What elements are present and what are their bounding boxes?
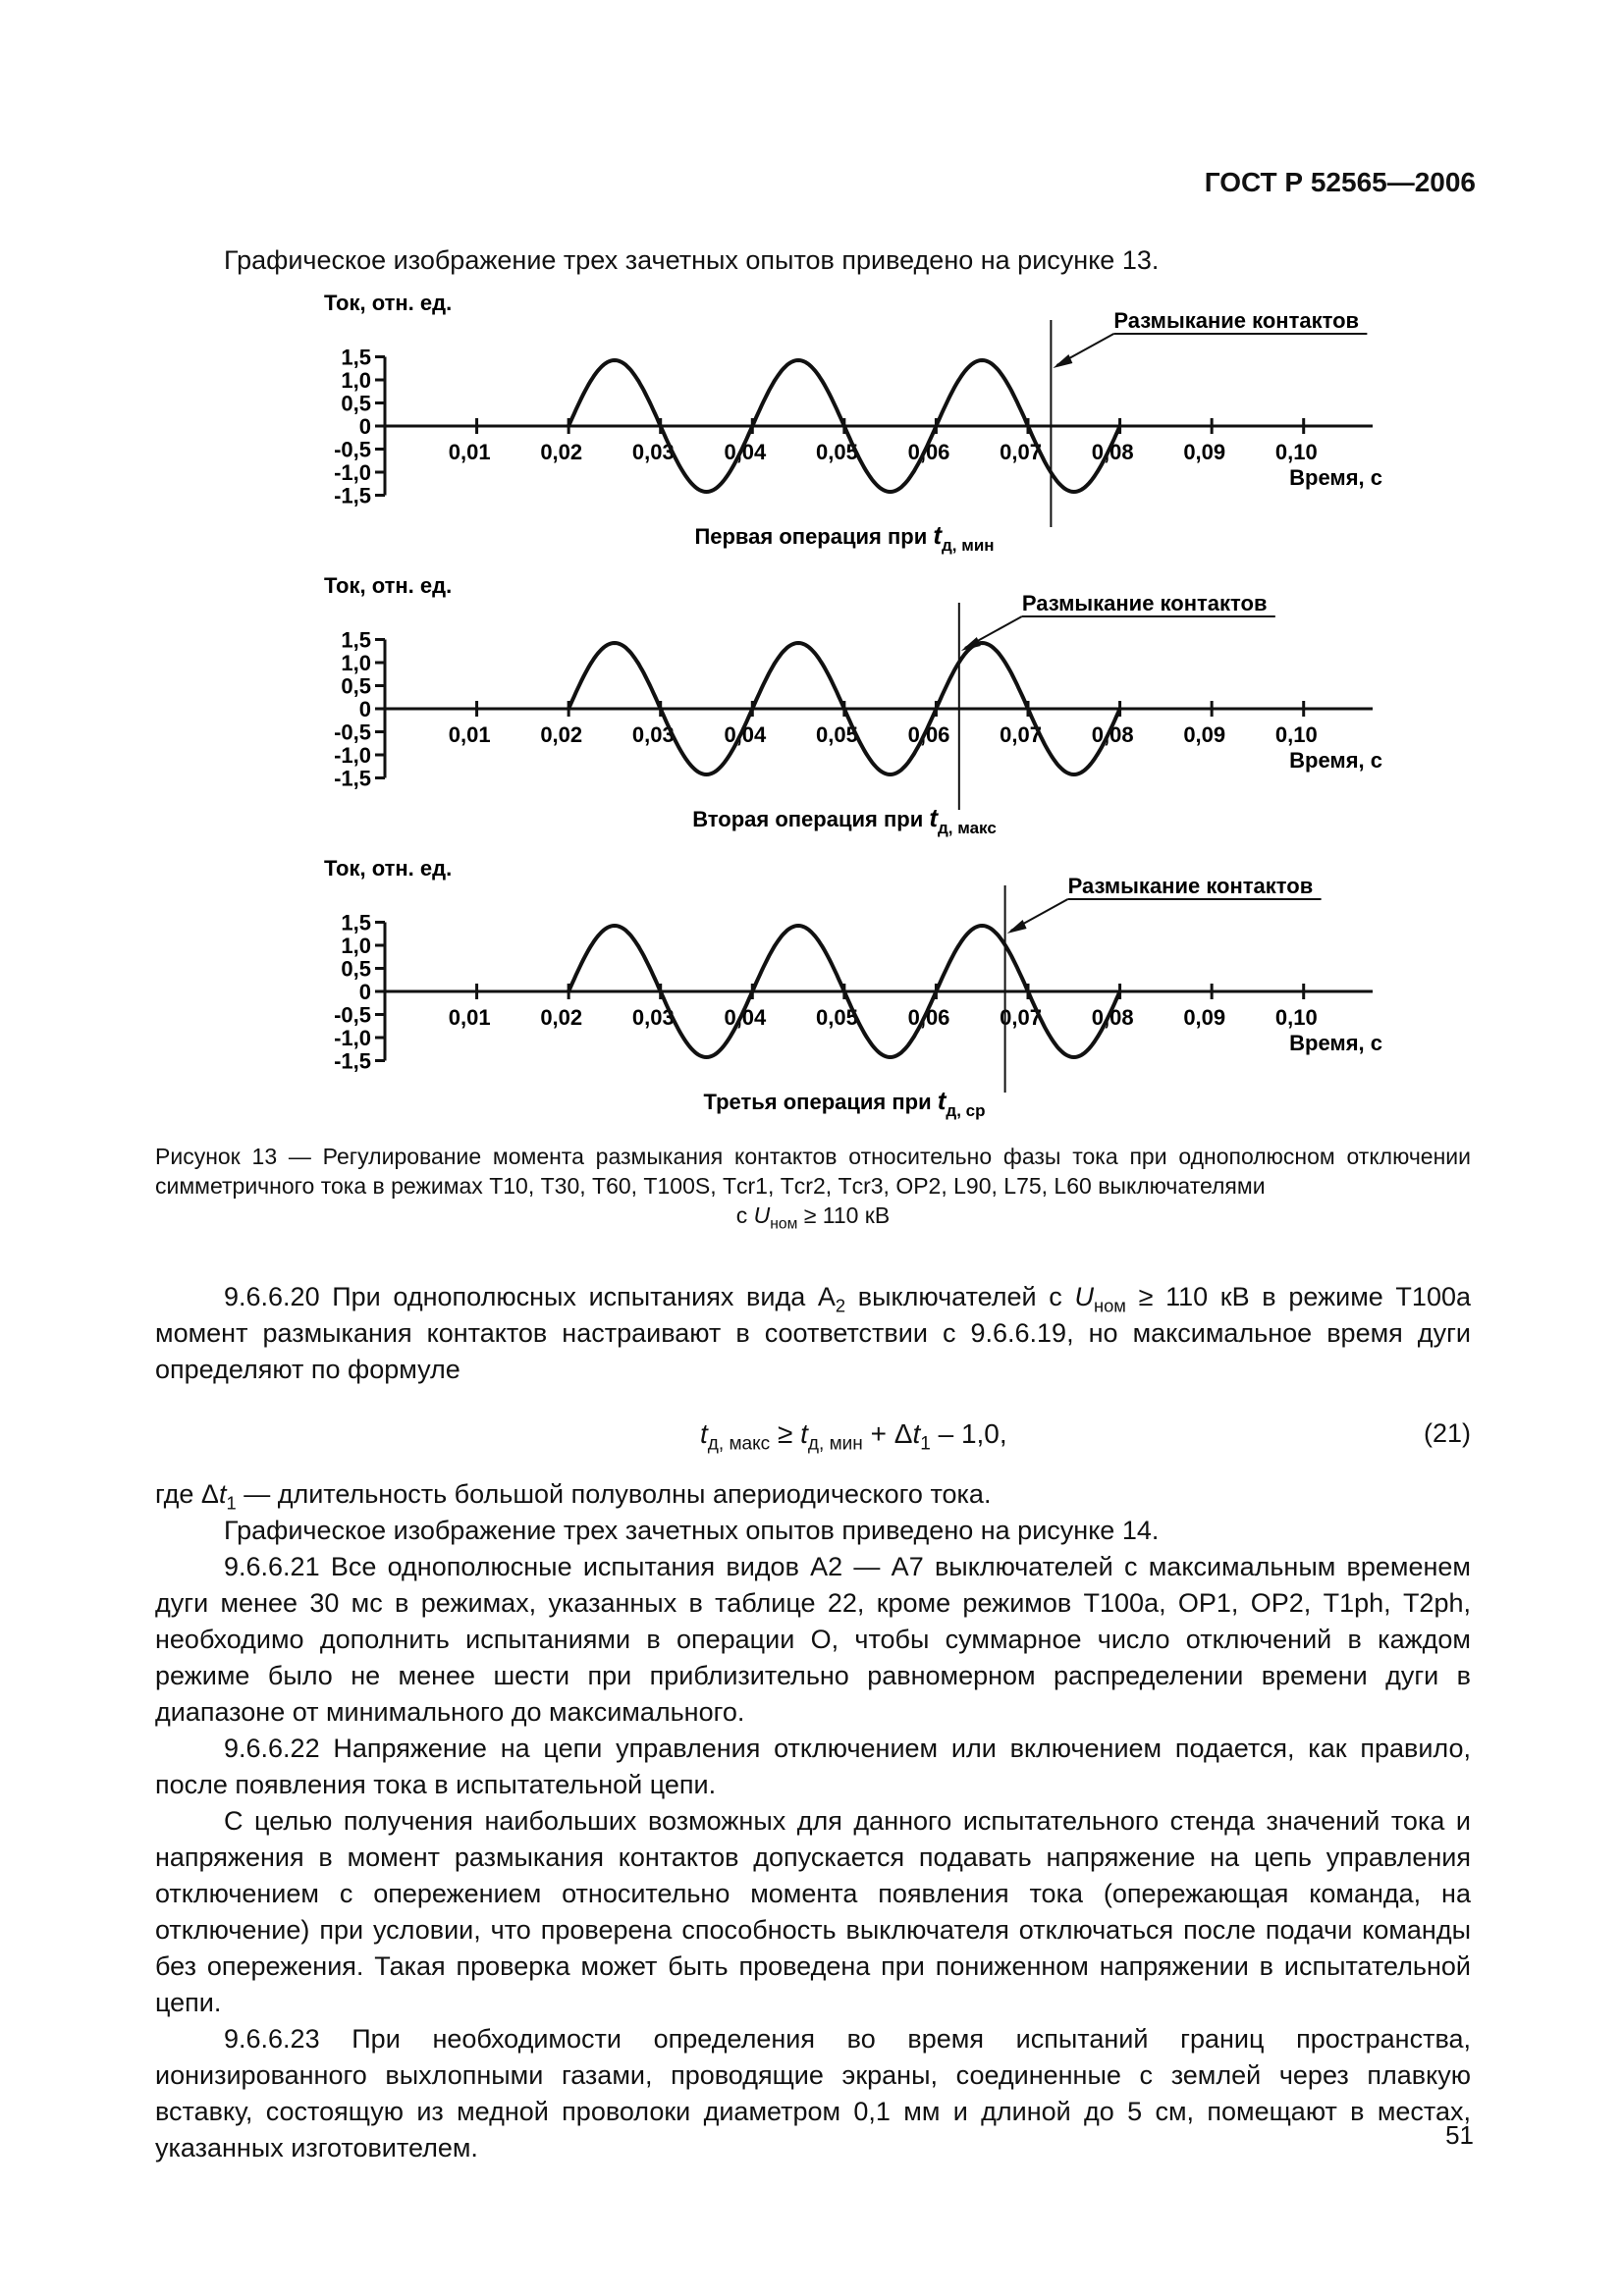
operation-title — [704, 1086, 986, 1120]
f-s2: д, мин — [807, 1433, 863, 1455]
x-tick-label: 0,06 — [907, 1005, 950, 1030]
x-tick-label: 0,02 — [540, 440, 583, 464]
operation-title-text: Вторая операция при — [692, 807, 930, 831]
f-op2: + Δ — [862, 1418, 913, 1449]
y-tick-label: -1,0 — [334, 460, 371, 485]
y-tick-label: -0,5 — [334, 720, 371, 745]
x-axis-label: Время, с — [1289, 1031, 1382, 1055]
x-tick-label: 0,03 — [631, 1005, 675, 1030]
operation-title-text: Третья операция при — [703, 1090, 938, 1114]
operation-title-symbol: t — [929, 803, 939, 832]
paragraph-ref-fig14: Графическое изображение трех зачетных опытов приведено на рисунке 14. — [224, 1516, 1160, 1545]
operation-title-subscript: д, ср — [946, 1101, 986, 1120]
caption-u-subscript: ном — [770, 1215, 798, 1233]
caption-line2 — [155, 1201, 1471, 1233]
x-tick-label: 0,05 — [816, 440, 858, 464]
y-tick-label: 1,5 — [341, 345, 371, 370]
x-tick-label: 0,09 — [1183, 722, 1226, 747]
caption-line2-pre: с — [735, 1202, 754, 1228]
y-tick-label: 1,5 — [341, 910, 371, 935]
x-tick-label: 0,04 — [724, 1005, 767, 1030]
paragraph-advance-command: С целью получения наибольших возможных для данного испытательного стенда значений тока и напряжения в момент размыкания контактов допускается подавать напряжение на цепь управления отключением с опережением относительно момента появления тока (опережающая команда, на отключение) при условии, что проверена способность выключателя отключаться после подачи команды без опережения. Такая проверка может быть проведена при пониженном напряжении в испытательной цепи. — [155, 1806, 1471, 2017]
y-tick-label: 0,5 — [341, 673, 371, 699]
contact-opening-arrowhead — [1007, 920, 1027, 934]
p1-a-sub: 2 — [835, 1295, 846, 1316]
y-tick-label: 0,5 — [341, 956, 371, 982]
figure-caption — [155, 1142, 1471, 1233]
where-line — [155, 1476, 1471, 1513]
chart-panel-3 — [324, 856, 1382, 1120]
y-tick-label: -1,5 — [334, 1048, 371, 1074]
y-tick-label: -1,5 — [334, 483, 371, 508]
y-tick-label: -1,5 — [334, 766, 371, 791]
x-tick-label: 0,10 — [1274, 1005, 1318, 1030]
document-header: ГОСТ Р 52565—2006 — [1204, 167, 1476, 197]
x-tick-label: 0,04 — [724, 722, 767, 747]
paragraph-9-6-6-22: 9.6.6.22 Напряжение на цепи управления отключением или включением подается, как правило, после появления тока в испытательной цепи. — [155, 1734, 1471, 1799]
f-t1: t — [700, 1418, 708, 1449]
f-s3: 1 — [920, 1433, 931, 1455]
p1-a: 9.6.6.20 При однополюсных испытаниях вида А — [224, 1282, 836, 1311]
chart-panel-2 — [324, 573, 1382, 837]
caption-line2-post: ≥ 110 кВ — [797, 1202, 891, 1228]
x-tick-label: 0,03 — [631, 722, 675, 747]
where-sub: 1 — [226, 1492, 237, 1514]
where-b: — длительность большой полуволны апериодического тока. — [236, 1479, 992, 1509]
y-tick-label: 0 — [358, 697, 371, 721]
x-tick-label: 0,07 — [1000, 440, 1042, 464]
x-tick-label: 0,09 — [1183, 440, 1226, 464]
f-op1: ≥ — [770, 1418, 801, 1449]
x-tick-label: 0,05 — [816, 1005, 858, 1030]
x-tick-label: 0,06 — [907, 722, 950, 747]
caption-text: Рисунок 13 — Регулирование момента размыкания контактов относительно фазы тока при однополюсном отключении симметричного тока в режимах Т10, Т30, Т60, Т100S, Тcr1, Тcr2, Тcr3, ОР2, L90, L75, L60 выключателями — [155, 1144, 1471, 1199]
p1-c: ≥ 110 кВ в режиме Т100а момент размыкания контактов настраивают в соответствии с 9.6.6.19, но максимальное время дуги определяют по формуле — [155, 1282, 1471, 1384]
contact-opening-arrowhead — [1053, 354, 1072, 368]
y-tick-label: 0 — [358, 414, 371, 439]
page-number: 51 — [1445, 2120, 1474, 2150]
y-axis-label: Ток, отн. ед. — [324, 856, 453, 881]
y-tick-label: -1,0 — [334, 1026, 371, 1050]
where-sym: t — [218, 1479, 227, 1509]
y-tick-label: -1,0 — [334, 743, 371, 768]
figure-13 — [295, 287, 1394, 1131]
formula-21 — [155, 1408, 1471, 1467]
paragraph-9-6-6-23: 9.6.6.23 При необходимости определения во время испытаний границ пространства, ионизированного выхлопными газами, проводящие экраны, соединенные с землей через плавкую вставку, состоящую из медной проволоки диаметром 0,1 мм и длиной до 5 см, помещают в местах, указанных изготовителем. — [155, 2024, 1471, 2163]
contact-opening-label: Размыкание контактов — [1021, 591, 1268, 615]
x-tick-label: 0,03 — [631, 440, 675, 464]
y-tick-label: 1,0 — [341, 934, 371, 958]
y-axis-label: Ток, отн. ед. — [324, 573, 453, 598]
x-tick-label: 0,05 — [816, 722, 858, 747]
x-tick-label: 0,02 — [540, 722, 583, 747]
x-tick-label: 0,07 — [1000, 722, 1042, 747]
operation-title — [692, 803, 997, 837]
y-axis-label: Ток, отн. ед. — [324, 291, 453, 315]
operation-title-subscript: д, макс — [938, 819, 997, 837]
y-tick-label: 0 — [358, 980, 371, 1004]
p1-u-symbol: U — [1074, 1282, 1094, 1311]
body-text — [155, 1279, 1471, 2166]
y-tick-label: -0,5 — [334, 1002, 371, 1028]
contact-opening-label: Размыкание контактов — [1067, 874, 1314, 898]
x-tick-label: 0,06 — [907, 440, 950, 464]
y-tick-label: -0,5 — [334, 437, 371, 462]
y-tick-label: 1,0 — [341, 651, 371, 675]
y-tick-label: 1,0 — [341, 368, 371, 393]
operation-title-symbol: t — [933, 520, 943, 550]
chart-panel-1 — [324, 291, 1382, 555]
operation-title-subscript: д, мин — [942, 536, 995, 555]
where-a: где Δ — [155, 1479, 219, 1509]
y-tick-label: 1,5 — [341, 627, 371, 653]
f-t3: t — [912, 1418, 921, 1449]
x-tick-label: 0,08 — [1091, 722, 1134, 747]
x-tick-label: 0,01 — [448, 440, 491, 464]
paragraph-9-6-6-21: 9.6.6.21 Все однополюсные испытания видов А2 — А7 выключателей с максимальным временем дуги менее 30 мс в режимах, указанных в таблице 22, кроме режимов Т100а, ОР1, ОР2, Т1ph, Т2ph, необходимо дополнить испытаниями в операции О, чтобы суммарное число отключений в каждом режиме было не менее шести при приблизительно равномерном распределении времени дуги в диапазоне от минимального до максимального. — [155, 1552, 1471, 1727]
operation-title-text: Первая операция при — [694, 524, 934, 549]
f-s1: д, макс — [707, 1433, 771, 1455]
x-tick-label: 0,08 — [1091, 1005, 1134, 1030]
p1-b: выключателей с — [845, 1282, 1075, 1311]
x-tick-label: 0,09 — [1183, 1005, 1226, 1030]
f-tail: – 1,0, — [930, 1418, 1007, 1449]
intro-text: Графическое изображение трех зачетных опытов приведено на рисунке 13. — [224, 245, 1160, 275]
operation-title-symbol: t — [937, 1086, 947, 1115]
figure-13-charts — [295, 287, 1394, 1131]
contact-opening-label: Размыкание контактов — [1113, 308, 1360, 333]
formula-expression — [700, 1415, 1007, 1455]
x-axis-label: Время, с — [1289, 465, 1382, 490]
f-t2: t — [800, 1418, 808, 1449]
x-tick-label: 0,01 — [448, 1005, 491, 1030]
x-tick-label: 0,10 — [1274, 440, 1318, 464]
x-tick-label: 0,08 — [1091, 440, 1134, 464]
operation-title — [694, 520, 994, 555]
paragraph-9-6-6-20 — [155, 1279, 1471, 1388]
formula-number: (21) — [1423, 1418, 1471, 1448]
x-tick-label: 0,01 — [448, 722, 491, 747]
x-tick-label: 0,07 — [1000, 1005, 1042, 1030]
x-tick-label: 0,02 — [540, 1005, 583, 1030]
caption-u-symbol: U — [753, 1202, 771, 1228]
p1-u-subscript: ном — [1093, 1295, 1126, 1316]
x-axis-label: Время, с — [1289, 748, 1382, 773]
x-tick-label: 0,10 — [1274, 722, 1318, 747]
y-tick-label: 0,5 — [341, 391, 371, 416]
x-tick-label: 0,04 — [724, 440, 767, 464]
